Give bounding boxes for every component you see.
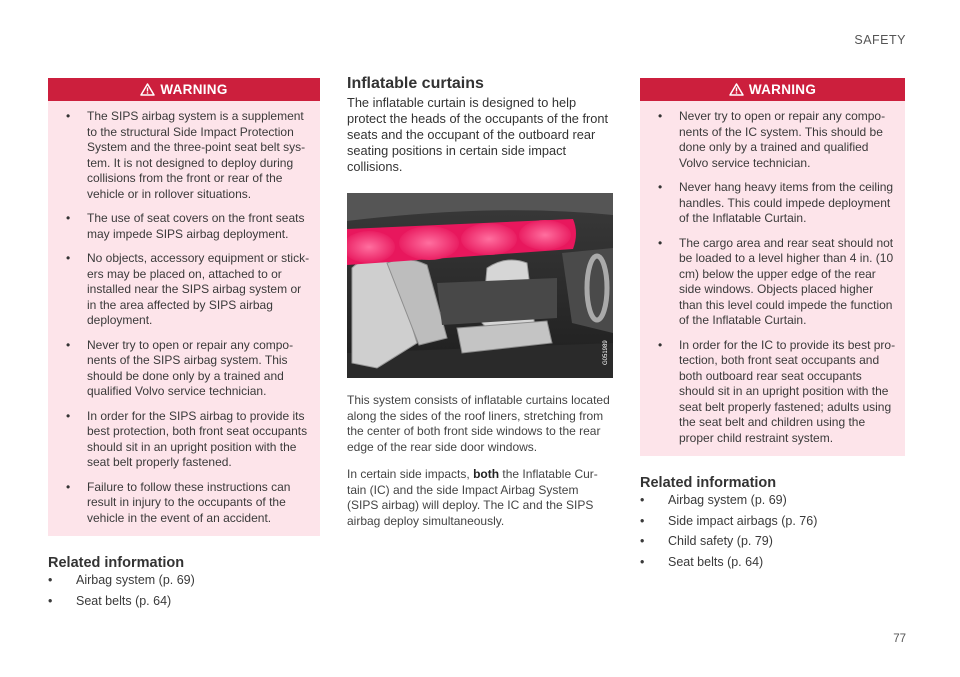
left-column [48,78,320,614]
warning-item: • The SIPS airbag system is a supplement to the structural Side Impact Protection System and the three-point seat belt sys-tem. It is not designed to deploy during collisions from the front or rear of the vehicle or in rollover situations. [66,109,312,202]
right-column [640,78,905,575]
figure-code: G051989 [603,340,609,365]
warning-list [48,101,320,526]
warning-box [48,78,320,536]
related-information [48,555,320,609]
warning-header [640,78,905,101]
warning-item: • In order for the SIPS airbag to provide its best protection, both front seat occupants should sit in an upright position with the seat belt properly fastened. [66,409,312,471]
related-title: Related information [48,555,185,571]
related-list [48,573,320,609]
warning-item: • In order for the IC to provide its best pro-tection, both front seat occupants and both outboard rear seat occupants should sit in an upright position with the seat belt properly fastened; adults using the seat belt and children using the proper child restraint system. [658,338,897,447]
related-link[interactable]: • Seat belts (p. 64) [48,594,320,610]
related-link[interactable]: • Airbag system (p. 69) [640,493,905,509]
warning-list [640,101,905,446]
warning-item: • Never try to open or repair any compo-nents of the SIPS airbag system. This should be done only by a trained and qualified Volvo service technician. [66,338,312,400]
warning-box [640,78,905,456]
related-link[interactable]: • Child safety (p. 79) [640,534,905,550]
warning-item: • Never try to open or repair any compo-nents of the IC system. This should be done only by a trained and qualified Volvo service technician. [658,109,897,171]
middle-column [347,75,613,529]
page-number: 77 [893,633,906,645]
inflatable-curtain-illustration [347,193,613,378]
body-paragraph: This system consists of inflatable curtains located along the sides of the roof liners, stretching from the center of both front side windows to the rear edge of the rear side door windows. [347,393,610,454]
warning-header [48,78,320,101]
warning-item: • Failure to follow these instructions can result in injury to the occupants of the vehicle in the event of an accident. [66,480,312,527]
warning-item: • The use of seat covers on the front seats may impede SIPS airbag deployment. [66,211,312,242]
section-title: SAFETY [854,33,906,47]
intro-paragraph: The inflatable curtain is designed to help protect the heads of the occupants of the front seats and the occupant of the outboard rear seating positions in certain side impact collisions. [347,95,609,174]
warning-item: • No objects, accessory equipment or stick-ers may be placed on, attached to or installed near the SIPS airbag system or in the area affected by SIPS airbag deployment. [66,251,312,329]
warning-triangle-icon [140,83,155,96]
warning-title: WARNING [748,82,817,97]
page-title: Inflatable curtains [347,75,484,92]
warning-triangle-icon [729,83,744,96]
related-information [640,475,905,570]
warning-item: • Never hang heavy items from the ceiling handles. This could impede deployment of the Inflatable Curtain. [658,180,897,227]
related-link[interactable]: • Airbag system (p. 69) [48,573,320,589]
related-title: Related information [640,475,777,491]
warning-title: WARNING [160,82,228,97]
related-link[interactable]: • Seat belts (p. 64) [640,555,905,571]
related-link[interactable]: • Side impact airbags (p. 76) [640,514,905,530]
body-paragraph: In certain side impacts, both the Inflatable Cur-tain (IC) and the side Impact Airbag System (SIPS airbag) will deploy. The IC and the SIPS airbag deploy simultaneously. [347,467,598,528]
warning-item: • The cargo area and rear seat should not be loaded to a level higher than 4 in. (10 cm) below the upper edge of the rear side windows. Objects placed higher than this level could impede the function of the Inflatable Curtain. [658,236,897,329]
related-list [640,493,905,570]
